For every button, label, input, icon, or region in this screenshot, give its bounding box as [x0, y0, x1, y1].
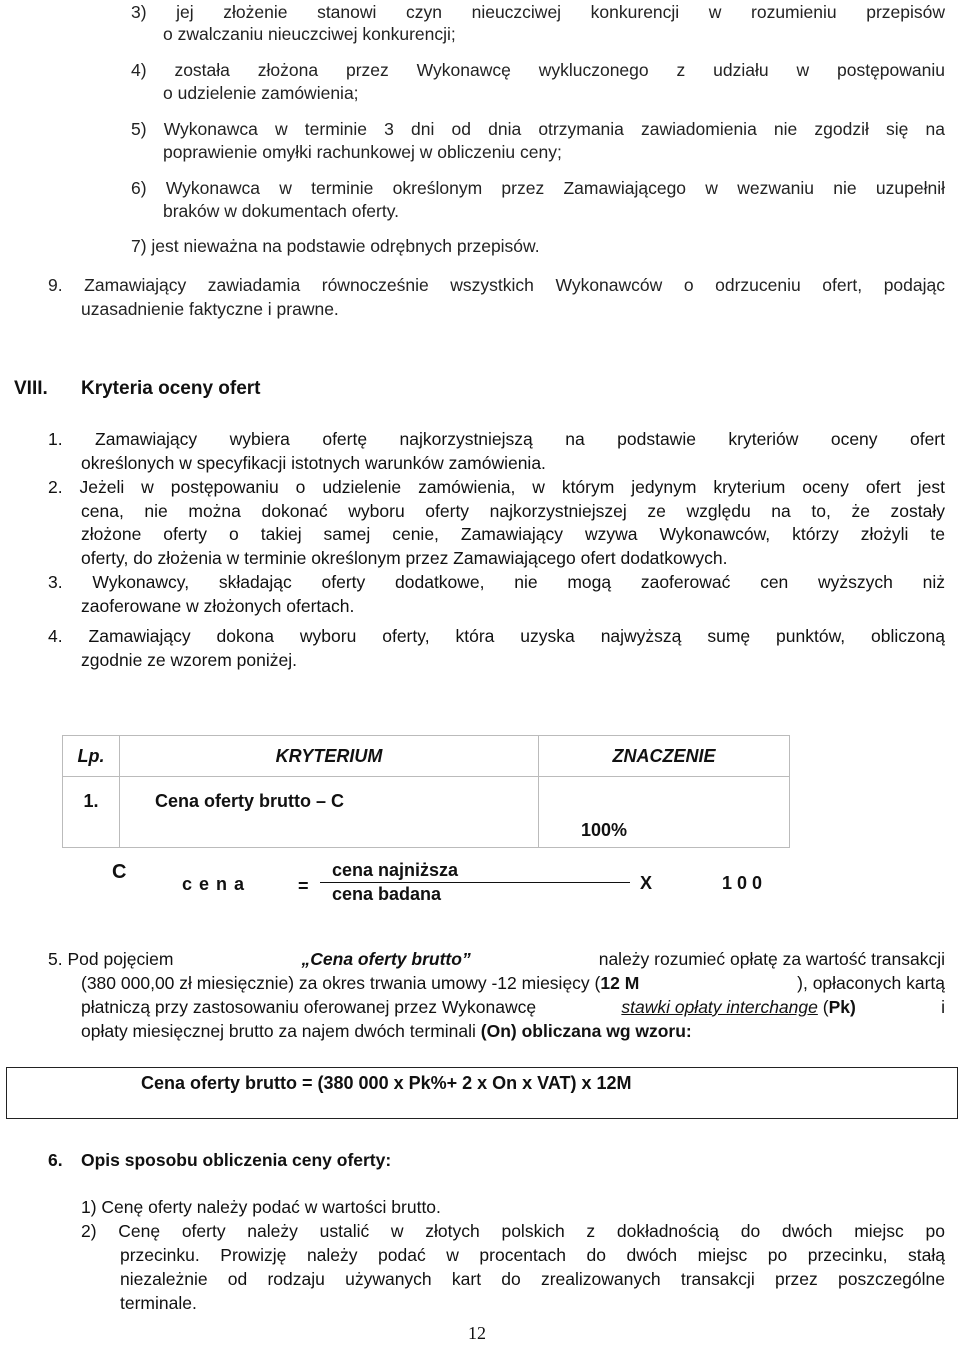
paragraph-4: 4. Zamawiający dokona wyboru oferty, która uzyska najwyższą sumę punktów, obliczoną — [48, 626, 945, 646]
cell-criterion: Cena oferty brutto – C — [120, 777, 539, 848]
list-item: 2) Cenę oferty należy ustalić w złotych polskich z dokładnością do dwóch miejsc po — [81, 1221, 945, 1241]
header-lp: Lp. — [63, 736, 120, 777]
paragraph-2-cont: złożone oferty o takiej samej cenie, Zamawiający wzywa Wykonawców, którzy złożyli te — [81, 524, 945, 544]
list-item-cont: niezależnie od rodzaju używanych kart do zrealizowanych transakcji przez poszczególne — [120, 1269, 945, 1289]
p5-bold: (On) obliczana wg wzoru: — [480, 1021, 692, 1041]
paragraph-1: 1. Zamawiający wybiera ofertę najkorzystniejszą na podstawie kryteriów oceny ofert — [48, 429, 945, 449]
paragraph-5-line — [81, 971, 945, 995]
p5-text: ), opłaconych kartą — [797, 973, 945, 993]
paragraph-5-line — [81, 995, 945, 1019]
formula-equals: = — [298, 876, 309, 896]
p5-text: i — [941, 997, 945, 1017]
section6-title: Opis sposobu obliczenia ceny oferty: — [81, 1150, 392, 1170]
list-item: 5) Wykonawca w terminie 3 dni od dnia otrzymania zawiadomienia nie zgodził się na — [131, 119, 945, 139]
list-item-cont: o udzielenie zamówienia; — [163, 83, 359, 103]
list-item: 3) jej złożenie stanowi czyn nieuczciwej konkurencji w rozumieniu przepisów — [131, 2, 945, 22]
paragraph-9-cont: uzasadnienie faktyczne i prawne. — [81, 299, 339, 319]
formula-label: c e n a — [182, 874, 246, 894]
p5-paren: ( — [822, 997, 829, 1017]
page-number: 12 — [468, 1323, 486, 1343]
p5-text: 5. Pod pojęciem — [48, 949, 174, 969]
formula-denominator: cena badana — [332, 884, 442, 904]
paragraph-4-cont: zgodnie ze wzorem poniżej. — [81, 650, 297, 670]
list-item: 4) została złożona przez Wykonawcę wykluczonego z udziału w postępowaniu — [131, 60, 945, 80]
p5-text: należy rozumieć opłatę za wartość transakcji — [598, 949, 945, 969]
paragraph-5-line — [81, 1019, 692, 1043]
paragraph-3: 3. Wykonawcy, składając oferty dodatkowe, nie mogą zaoferować cen wyższych niż — [48, 572, 945, 592]
p5-text: płatniczą przy zastosowaniu oferowanej przez Wykonawcę — [81, 997, 537, 1017]
formula-numerator: cena najniższa — [332, 860, 459, 880]
formula-box — [6, 1067, 958, 1119]
p5-bold: 12 M — [600, 973, 640, 993]
table-header-row — [63, 736, 790, 777]
cell-lp: 1. — [63, 777, 120, 848]
paragraph-1-cont: określonych w specyfikacji istotnych warunków zamówienia. — [81, 453, 546, 473]
paragraph-9: 9. Zamawiający zawiadamia równocześnie wszystkich Wykonawców o odrzuceniu ofert, podając — [48, 275, 945, 295]
paragraph-5-line — [48, 947, 945, 971]
header-weight: ZNACZENIE — [539, 736, 790, 777]
p5-term: „Cena oferty brutto” — [301, 949, 471, 969]
list-item: 7) jest nieważna na podstawie odrębnych przepisów. — [131, 236, 540, 256]
paragraph-2-cont: oferty, do złożenia w terminie określonym przez Zamawiającego ofert dodatkowych. — [81, 548, 728, 568]
list-item: 1) Cenę oferty należy podać w wartości brutto. — [81, 1197, 441, 1217]
formula-factor: 1 0 0 — [722, 873, 763, 893]
header-criterion: KRYTERIUM — [120, 736, 539, 777]
list-item-cont: terminale. — [120, 1293, 197, 1313]
paragraph-2-cont: cena, nie można dokonać wyboru oferty najkorzystniejszej ze względu na to, że zostały — [81, 501, 945, 521]
list-item-cont: o zwalczaniu nieuczciwej konkurencji; — [163, 24, 456, 44]
section6-number: 6. — [48, 1150, 63, 1170]
box-formula-text: Cena oferty brutto = (380 000 x Pk%+ 2 x On x VAT) x 12M — [141, 1073, 632, 1093]
formula-symbol: C — [112, 861, 127, 883]
paragraph-2: 2. Jeżeli w postępowaniu o udzielenie zamówienia, w którym jedynym kryterium oceny ofert jest — [48, 477, 945, 497]
p5-text: (380 000,00 zł miesięcznie) za okres trwania umowy -12 miesięcy ( — [81, 973, 601, 993]
list-item: 6) Wykonawca w terminie określonym przez Zamawiającego w wezwaniu nie uzupełnił — [131, 178, 945, 198]
list-item-cont: przecinku. Prowizję należy podać w procentach do dwóch miejsc po przecinku, stałą — [120, 1245, 945, 1265]
criteria-table — [62, 735, 790, 848]
section-number: VIII. — [14, 378, 48, 399]
list-item-cont: braków w dokumentach oferty. — [163, 201, 400, 221]
p5-text: opłaty miesięcznej brutto za najem dwóch terminali — [81, 1021, 476, 1041]
p5-link-term: stawki opłaty interchange — [621, 997, 818, 1017]
list-item-cont: poprawienie omyłki rachunkowej w obliczeniu ceny; — [163, 142, 562, 162]
table-row — [63, 777, 790, 848]
paragraph-3-cont: zaoferowane w złożonych ofertach. — [81, 596, 355, 616]
cell-weight: 100% — [539, 777, 790, 848]
p5-bold: Pk) — [828, 997, 856, 1017]
formula-times: X — [640, 873, 653, 893]
section-title: Kryteria oceny ofert — [81, 378, 261, 399]
